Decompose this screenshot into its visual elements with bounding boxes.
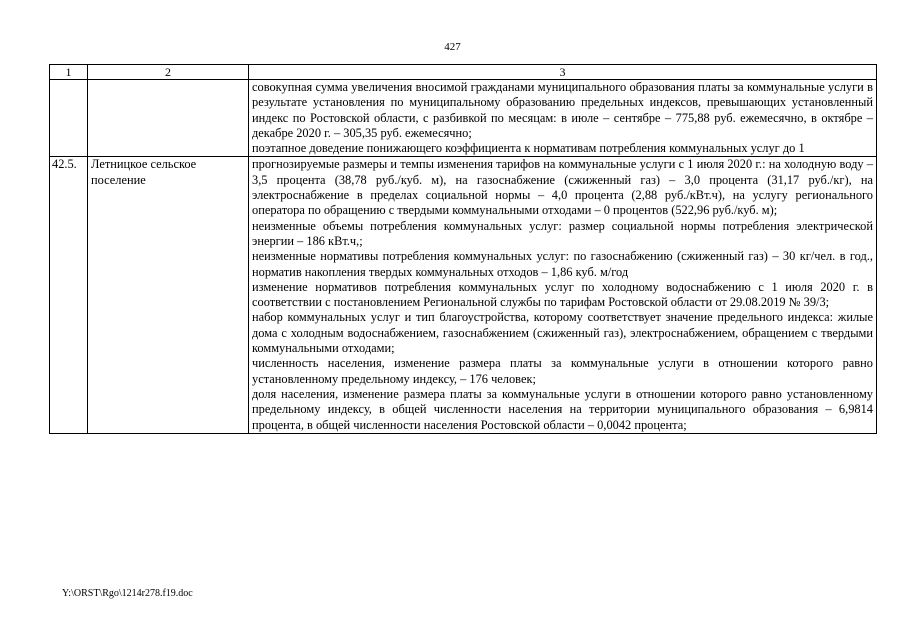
municipality-name bbox=[88, 80, 249, 157]
description-paragraph: изменение нормативов потребления коммунальных услуг по холодному водоснабжению с 1 июля 2020 г. в соответствии с постановлением Региональной службы по тарифам Ростовской области от 29.08.2019 № 39/3; bbox=[252, 279, 873, 310]
file-path-footer: Y:\ORST\Rgo\1214r278.f19.doc bbox=[62, 588, 193, 599]
description-paragraph: неизменные объемы потребления коммунальных услуг: размер социальной нормы потребления электрической энергии – 186 кВт.ч,; bbox=[252, 218, 873, 248]
description-cell bbox=[249, 157, 877, 433]
description-paragraph: численность населения, изменение размера платы за коммунальные услуги в отношении которого равно установленному предельному индексу, – 176 человек; bbox=[252, 356, 873, 386]
table-row bbox=[50, 157, 877, 433]
row-number: 42.5. bbox=[50, 157, 88, 433]
description-paragraph: неизменные нормативы потребления коммунальных услуг: по газоснабжению (сжиженный газ) – 30 кг/чел. в год., норматив накопления твердых коммунальных отходов – 1,86 куб. м/год bbox=[252, 249, 873, 279]
description-paragraph: совокупная сумма увеличения вносимой гражданами муниципального образования платы за коммунальные услуги в результате установления по муниципальному образованию предельных индексов, превышающих установленный индекс по Ростовской области, с разбивкой по месяцам: в июле – сентябре – 775,88 руб. ежемесячно, в октябре – декабре 2020 г. – 305,35 руб. ежемесячно; bbox=[252, 80, 873, 140]
page-number: 427 bbox=[444, 41, 461, 53]
table-header-row bbox=[50, 65, 877, 80]
description-paragraph: набор коммунальных услуг и тип благоустройства, которому соответствует значение предельного индекса: жилые дома с холодным водоснабжением, газоснабжением (сжиженный газ), электроснабжением, обращением с твердыми коммунальными отходами; bbox=[252, 310, 873, 356]
document-table bbox=[49, 64, 877, 434]
column-header-number: 1 bbox=[50, 65, 88, 80]
description-cell bbox=[249, 80, 877, 157]
row-number bbox=[50, 80, 88, 157]
municipality-name: Летницкое сельское поселение bbox=[88, 157, 249, 433]
table-row bbox=[50, 80, 877, 157]
description-paragraph: доля населения, изменение размера платы за коммунальные услуги в отношении которого равно установленному предельному индексу, в общей численности населения на территории муниципального образования – 6,9814 процента, в общей численности населения Ростовской области – 0,0042 процента; bbox=[252, 386, 873, 432]
column-header-description: 3 bbox=[249, 65, 877, 80]
description-paragraph: поэтапное доведение понижающего коэффициента к нормативам потребления коммунальных услуг до 1 bbox=[252, 141, 805, 156]
description-paragraph: прогнозируемые размеры и темпы изменения тарифов на коммунальные услуги с 1 июля 2020 г.: на холодную воду – 3,5 процента (38,78 руб./куб. м), на газоснабжение (сжиженный газ) – 3,0 процента (31,17 руб./кг), на электроснабжение в пределах социальной нормы – 4,0 процента (2,88 руб./кВт.ч), на услугу регионального оператора по обращению с твердыми коммунальными отходами – 0 процентов (522,96 руб./куб. м); bbox=[252, 157, 873, 218]
column-header-municipality: 2 bbox=[88, 65, 249, 80]
